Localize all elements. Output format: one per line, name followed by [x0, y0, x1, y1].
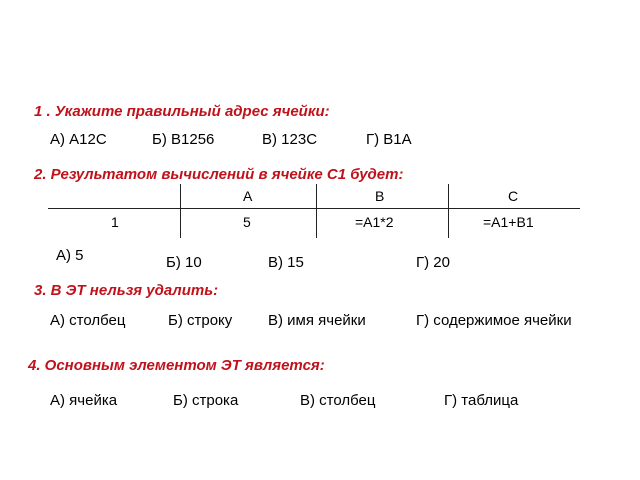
q2-option-d: Г) 20	[416, 254, 450, 271]
q4-option-d: Г) таблица	[444, 392, 519, 409]
column-header-a: А	[243, 188, 253, 204]
cell-a1: 5	[243, 214, 251, 230]
q4-option-b: Б) строка	[173, 392, 239, 409]
q2-option-b: Б) 10	[166, 254, 202, 271]
q3-option-c: В) имя ячейки	[268, 312, 366, 329]
question-4-title: 4. Основным элементом ЭТ является:	[28, 357, 325, 374]
q1-option-c: В) 123С	[262, 131, 318, 148]
table-column-divider-2	[316, 184, 317, 238]
table-column-divider-3	[448, 184, 449, 238]
table-column-divider-1	[180, 184, 181, 238]
q1-option-d: Г) В1А	[366, 131, 412, 148]
q1-option-b: Б) В1256	[152, 131, 215, 148]
q4-option-a: А) ячейка	[50, 392, 118, 409]
q2-option-c: В) 15	[268, 254, 304, 271]
table-header-divider	[48, 208, 580, 209]
q4-option-c: В) столбец	[300, 392, 376, 409]
question-1-title: 1 . Укажите правильный адрес ячейки:	[34, 103, 330, 120]
row-header-1: 1	[111, 214, 119, 230]
q3-option-b: Б) строку	[168, 312, 233, 329]
question-2-title: 2. Результатом вычислений в ячейке С1 будет:	[34, 166, 404, 183]
cell-c1: =А1+В1	[483, 214, 534, 230]
column-header-c: С	[508, 188, 519, 204]
q1-option-a: А) А12С	[50, 131, 107, 148]
q3-option-d: Г) содержимое ячейки	[416, 312, 572, 329]
question-3-title: 3. В ЭТ нельзя удалить:	[34, 282, 219, 299]
column-header-b: В	[375, 188, 385, 204]
q2-option-a: А) 5	[56, 247, 84, 264]
cell-b1: =А1*2	[355, 214, 394, 230]
q3-option-a: А) столбец	[50, 312, 126, 329]
